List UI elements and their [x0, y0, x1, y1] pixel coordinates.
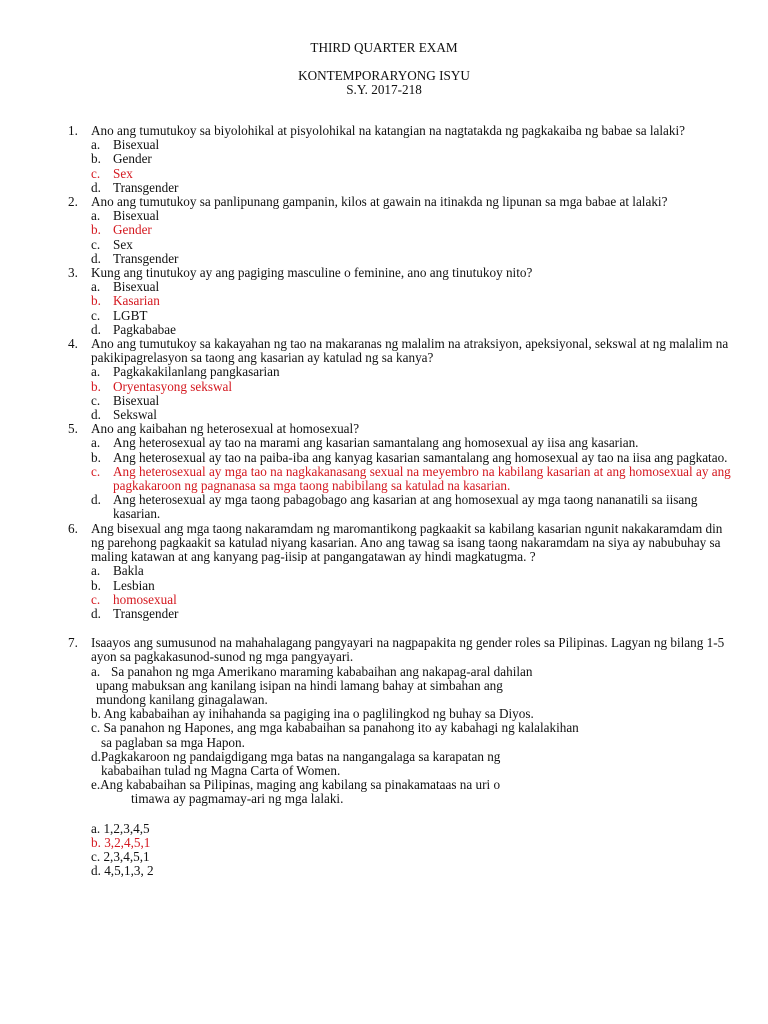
subject-title: KONTEMPORARYONG ISYU — [298, 68, 470, 83]
question-number: 6. — [68, 520, 78, 536]
option-letter: a. — [91, 208, 101, 224]
event-e — [91, 778, 651, 806]
option-letter: b. — [91, 449, 101, 465]
option-letter: d. — [91, 492, 101, 508]
option-text: Transgender — [113, 250, 179, 266]
option-d — [0, 181, 768, 195]
option-letter: b. — [91, 577, 101, 593]
option-text: Sex — [113, 236, 133, 252]
option-b — [0, 152, 768, 166]
option-b — [0, 294, 768, 308]
option-text: Bisexual — [113, 137, 160, 153]
event-c — [91, 721, 651, 749]
event-e-line-2: timawa ay pagmamay-ari ng mga lalaki. — [131, 791, 344, 807]
option-letter: c. — [91, 463, 101, 479]
question-3 — [0, 266, 768, 337]
event-a — [91, 665, 651, 708]
answer-choices — [91, 822, 768, 879]
option-text: Bakla — [113, 563, 144, 579]
option-list — [0, 564, 768, 621]
option-letter: b. — [91, 293, 101, 309]
option-text: Transgender — [113, 179, 179, 195]
question-text: Ano ang tumutukoy sa biyolohikal at pisyolohikal na katangian na nagtatakda ng pagkakaiba ng babae sa lalaki? — [91, 123, 685, 138]
question-number: 5. — [68, 421, 78, 437]
event-c-line-1: c. Sa panahon ng Hapones, ang mga kababaihan sa panahong ito ay kabahagi ng kalalakihan — [91, 720, 579, 736]
option-b — [0, 223, 768, 237]
option-d — [0, 323, 768, 337]
event-c-line-2: sa paglaban sa mga Hapon. — [101, 734, 245, 750]
option-list — [0, 365, 768, 422]
question-5 — [0, 422, 768, 521]
question-number: 7. — [68, 635, 78, 651]
option-letter: c. — [91, 236, 101, 252]
option-text: Transgender — [113, 605, 179, 621]
option-letter: d. — [91, 321, 101, 337]
option-letter: a. — [91, 364, 101, 380]
option-text: Ang heterosexual ay mga tao na nagkakanasang sexual na meyembro na kabilang kasarian at ang homosexual ay ang pagkakaroon ng pagnanasa sa mga taong nabibilang sa katulad na kasarian. — [113, 463, 731, 494]
event-d-line-1: d.Pagkakaroon ng pandaigdigang mga batas na nangangalaga sa karapatan ng — [91, 748, 501, 764]
question-number: 3. — [68, 265, 78, 281]
option-text: Kasarian — [113, 293, 160, 309]
answer-choice: c. 2,3,4,5,1 — [91, 848, 150, 864]
option-list — [0, 280, 768, 337]
question-text: Ano ang tumutukoy sa panlipunang gampanin, kilos at gawain na itinakda ng lipunan sa mga babae at lalaki? — [91, 194, 668, 210]
option-letter: c. — [91, 591, 101, 607]
option-d — [0, 607, 768, 621]
option-d — [0, 493, 768, 521]
option-letter: d. — [91, 179, 101, 195]
option-letter: d. — [91, 605, 101, 621]
option-a — [0, 365, 768, 379]
question-text: Kung ang tinutukoy ay ang pagiging masculine o feminine, ano ang tinutukoy nito? — [91, 265, 533, 281]
option-text: Sekswal — [113, 407, 157, 423]
option-a — [0, 138, 768, 152]
option-letter: a. — [91, 137, 101, 153]
option-letter: a. — [91, 279, 101, 295]
option-a — [0, 280, 768, 294]
event-e-line-1: e.Ang kababaihan sa Pilipinas, maging ang kabilang sa pinakamataas na uri o — [91, 777, 501, 793]
option-a — [0, 564, 768, 578]
option-letter: a. — [91, 563, 101, 579]
event-b-text: b. Ang kababaihan ay inihahanda sa pagiging ina o paglilingkod ng buhay sa Diyos. — [91, 706, 534, 722]
question-6 — [0, 522, 768, 621]
question-7 — [0, 636, 768, 878]
event-list — [91, 665, 651, 807]
option-a — [0, 436, 768, 450]
option-letter: d. — [91, 407, 101, 423]
option-text: Sex — [113, 165, 133, 181]
event-a-line-3: mundong kanilang ginagalawan. — [96, 691, 268, 707]
question-1 — [0, 124, 768, 195]
option-c — [0, 167, 768, 181]
question-number: 1. — [68, 123, 78, 138]
option-list — [0, 138, 768, 195]
event-d — [91, 750, 651, 778]
option-letter: b. — [91, 222, 101, 238]
option-text: Ang heterosexual ay tao na paiba-iba ang kanyag kasarian samantalang ang homosexual ay tao na iisa ang pagkatao. — [113, 449, 728, 465]
question-text: Ang bisexual ang mga taong nakaramdam ng maromantikong pagkaakit sa kabilang kasarian ngunit nakakaramdam din ng parehong pagkaakit sa katulad niyang kasarian. Ano ang tawag sa isang taong nakaramdam na siya ay nabubuhay sa maling katawan at ang kanyang pag-iisip at pangangatawan ay hindi magkatugma. ? — [91, 520, 723, 565]
option-text: Lesbian — [113, 577, 155, 593]
option-a — [0, 209, 768, 223]
option-text: Ang heterosexual ay tao na marami ang kasarian samantalang ang homosexual ay iisa ang kasarian. — [113, 435, 639, 451]
option-c — [0, 394, 768, 408]
option-c — [0, 238, 768, 252]
option-letter: c. — [91, 392, 101, 408]
option-c — [0, 309, 768, 323]
option-d — [0, 252, 768, 266]
option-b — [0, 579, 768, 593]
answer-choice: a. 1,2,3,4,5 — [91, 820, 150, 836]
option-text: Pagkakakilanlang pangkasarian — [113, 364, 280, 380]
option-letter: b. — [91, 378, 101, 394]
exam-title: THIRD QUARTER EXAM — [310, 40, 458, 55]
option-b — [0, 451, 768, 465]
option-c — [0, 465, 768, 493]
option-text: homosexual — [113, 591, 177, 607]
event-a-line-1: Sa panahon ng mga Amerikano maraming kababaihan ang nakapag-aral dahilan — [111, 663, 533, 679]
option-text: Bisexual — [113, 392, 160, 408]
option-letter: b. — [91, 151, 101, 167]
option-text: Bisexual — [113, 279, 160, 295]
option-c — [0, 593, 768, 607]
question-list — [0, 124, 768, 878]
option-text: Ang heterosexual ay mga taong pabagobago ang kasarian at ang homosexual ay mga taong nananatili sa iisang kasarian. — [113, 492, 698, 522]
school-year: S.Y. 2017-218 — [346, 82, 422, 97]
option-text: Pagkababae — [113, 321, 176, 337]
option-list — [0, 209, 768, 266]
option-text: LGBT — [113, 307, 148, 323]
option-letter: c. — [91, 165, 101, 181]
question-text: Ano ang tumutukoy sa kakayahan ng tao na makaranas ng malalim na atraksiyon, apeksiyonal, sekswal at ng malalim na pakikipagrelasyon sa taong ang kasarian ay katulad ng sa kanya? — [91, 336, 729, 366]
option-text: Gender — [113, 151, 152, 167]
option-d — [0, 408, 768, 422]
option-letter: a. — [91, 435, 101, 451]
question-number: 2. — [68, 194, 78, 210]
option-text: Oryentasyong sekswal — [113, 378, 233, 394]
question-text: Ano ang kaibahan ng heterosexual at homosexual? — [91, 421, 360, 437]
option-letter: c. — [91, 307, 101, 323]
question-number: 4. — [68, 336, 78, 352]
question-4 — [0, 337, 768, 422]
option-text: Gender — [113, 222, 152, 238]
answer-choice: d. 4,5,1,3, 2 — [91, 863, 154, 879]
option-text: Bisexual — [113, 208, 160, 224]
event-b — [91, 707, 651, 721]
option-letter: d. — [91, 250, 101, 266]
option-b — [0, 380, 768, 394]
event-d-line-2: kababaihan tulad ng Magna Carta of Women. — [101, 762, 341, 778]
event-label: a. — [91, 663, 101, 679]
option-list — [0, 436, 768, 521]
question-text: Isaayos ang sumusunod na mahahalagang pangyayari na nagpapakita ng gender roles sa Pilipinas. Lagyan ng bilang 1-5 ayon sa pagkakasunod-sunod ng mga pangyayari. — [91, 635, 725, 665]
event-a-line-2: upang mabuksan ang kanilang isipan na hindi lamang bahay at simbahan ang — [96, 677, 503, 693]
question-2 — [0, 195, 768, 266]
answer-choice: b. 3,2,4,5,1 — [91, 834, 151, 850]
